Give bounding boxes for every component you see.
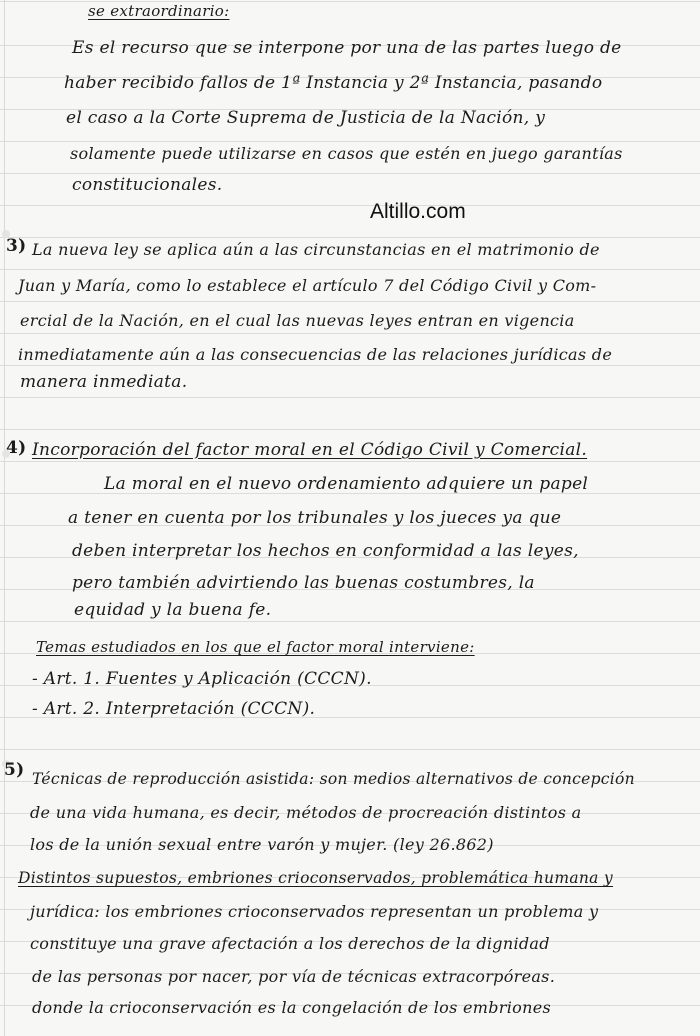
text-line: constituye una grave afectación a los derechos de la dignidad bbox=[30, 934, 550, 953]
text-line: a tener en cuenta por los tribunales y los jueces ya que bbox=[68, 508, 562, 528]
text-line: jurídica: los embriones crioconservados representan un problema y bbox=[30, 902, 599, 921]
section-number: 4) bbox=[6, 438, 27, 458]
section-heading: Incorporación del factor moral en el Código Civil y Comercial. bbox=[32, 440, 588, 460]
text-line: manera inmediata. bbox=[20, 372, 188, 392]
text-line: de una vida humana, es decir, métodos de procreación distintos a bbox=[30, 803, 582, 822]
text-line: donde la crioconservación es la congelación de los embriones bbox=[32, 998, 551, 1017]
text-line: el caso a la Corte Suprema de Justicia de la Nación, y bbox=[66, 108, 546, 128]
text-line: La nueva ley se aplica aún a las circunstancias en el matrimonio de bbox=[32, 240, 600, 259]
section-heading: se extraordinario: bbox=[88, 2, 230, 20]
subheading: Temas estudiados en los que el factor moral interviene: bbox=[36, 638, 475, 656]
margin-line bbox=[4, 0, 5, 1036]
text-line: de las personas por nacer, por vía de técnicas extracorpóreas. bbox=[32, 967, 556, 986]
text-line: ercial de la Nación, en el cual las nuevas leyes entran en vigencia bbox=[20, 311, 575, 330]
text-line: Es el recurso que se interpone por una de las partes luego de bbox=[72, 38, 622, 58]
text-line: deben interpretar los hechos en conformidad a las leyes, bbox=[72, 541, 579, 561]
text-line: los de la unión sexual entre varón y mujer. (ley 26.862) bbox=[30, 835, 494, 854]
list-item: - Art. 2. Interpretación (CCCN). bbox=[32, 699, 316, 719]
text-line: solamente puede utilizarse en casos que estén en juego garantías bbox=[70, 144, 623, 163]
subheading: Distintos supuestos, embriones crioconservados, problemática humana y bbox=[18, 869, 613, 887]
text-line: haber recibido fallos de 1ª Instancia y 2ª Instancia, pasando bbox=[64, 73, 603, 93]
text-line: constitucionales. bbox=[72, 175, 223, 195]
text-line: inmediatamente aún a las consecuencias de las relaciones jurídicas de bbox=[18, 345, 613, 364]
section-number: 5) bbox=[4, 760, 25, 780]
text-line: equidad y la buena fe. bbox=[74, 600, 272, 620]
watermark: Altillo.com bbox=[370, 200, 466, 223]
text-line: Juan y María, como lo establece el artículo 7 del Código Civil y Com- bbox=[18, 276, 597, 295]
text-line: La moral en el nuevo ordenamiento adquiere un papel bbox=[104, 474, 589, 494]
text-line: Técnicas de reproducción asistida: son medios alternativos de concepción bbox=[32, 770, 635, 788]
text-line: pero también advirtiendo las buenas costumbres, la bbox=[72, 573, 535, 593]
list-item: - Art. 1. Fuentes y Aplicación (CCCN). bbox=[32, 669, 372, 689]
section-number: 3) bbox=[6, 236, 27, 256]
